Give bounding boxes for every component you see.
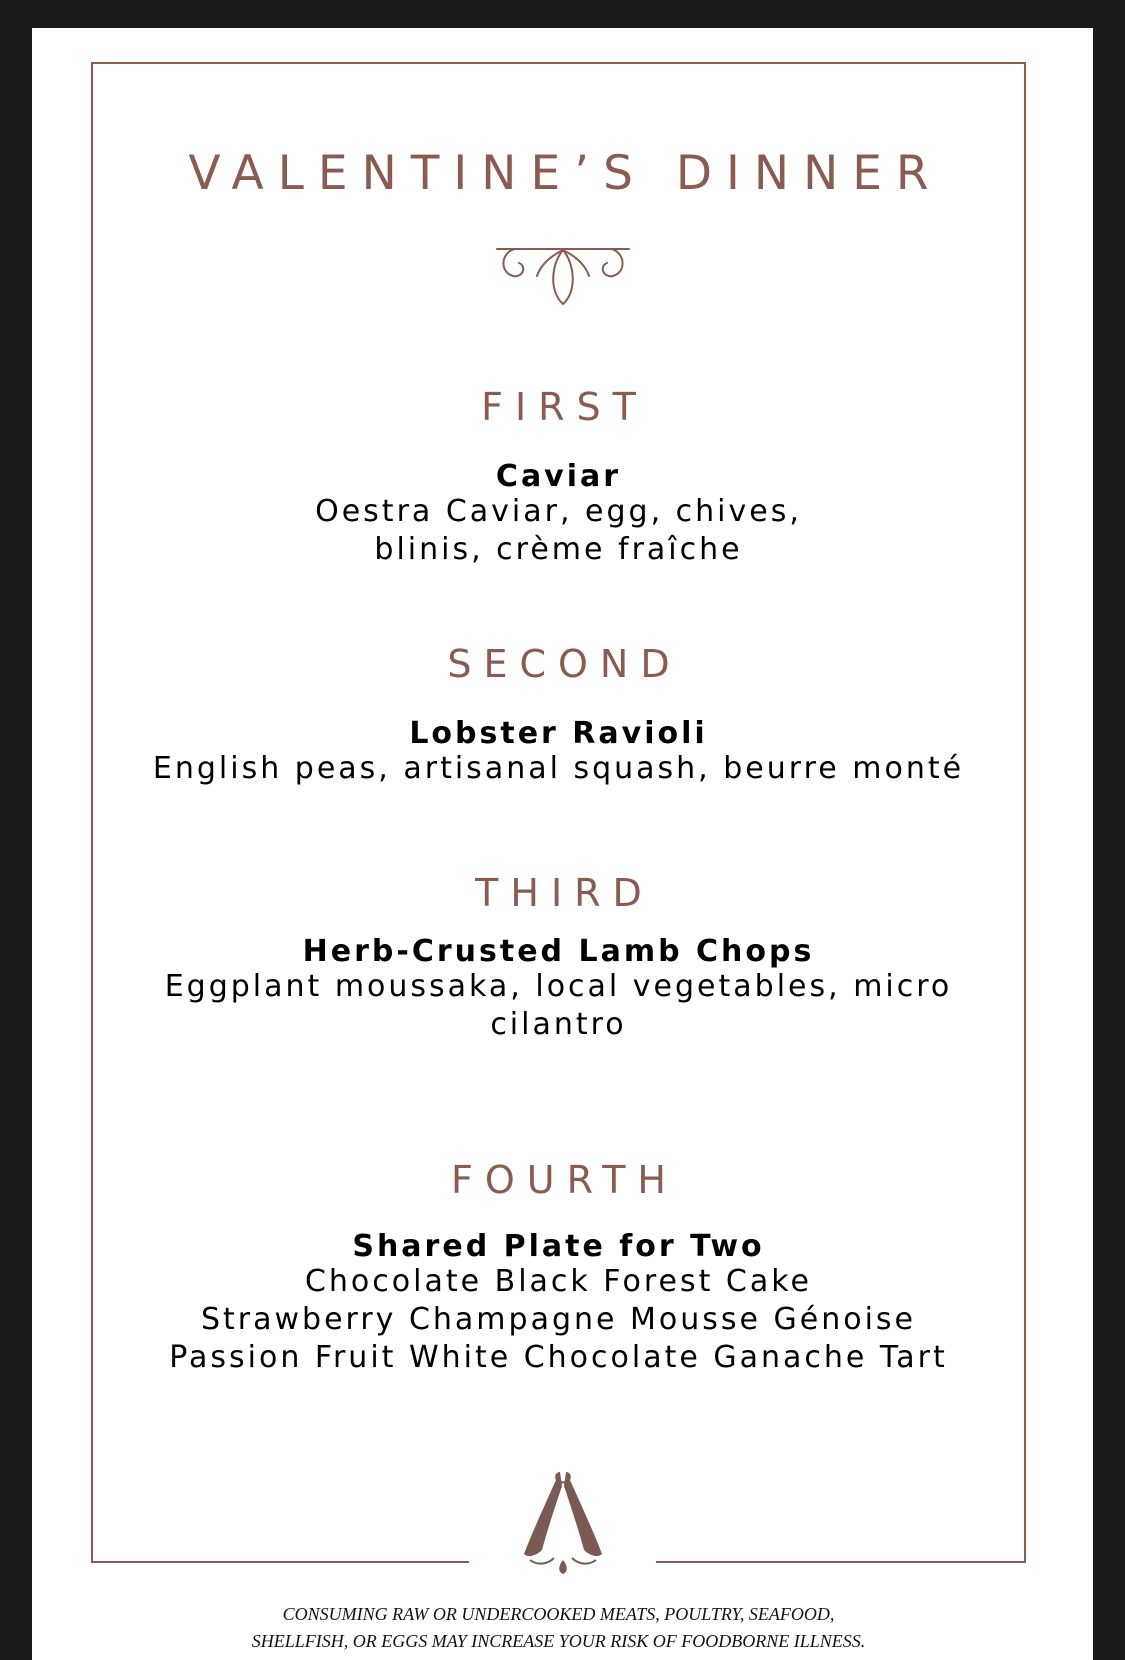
description-line: Strawberry Champagne Mousse Génoise xyxy=(200,1302,917,1337)
dish-description xyxy=(93,968,1024,1044)
description-line: Chocolate Black Forest Cake xyxy=(304,1264,813,1299)
course-heading-fourth: FOURTH xyxy=(450,1158,678,1202)
dish-description xyxy=(93,1263,1024,1377)
dish-name-caviar: Caviar xyxy=(495,459,622,494)
dish-name-shared-plate: Shared Plate for Two xyxy=(352,1229,765,1264)
dish-name-lobster-ravioli: Lobster Ravioli xyxy=(409,716,708,751)
course-heading-first: FIRST xyxy=(481,385,648,429)
frame-border-bottom-right xyxy=(656,1561,1026,1563)
menu-page xyxy=(32,28,1093,1660)
menu-title: VALENTINE’S DINNER xyxy=(188,146,943,201)
disclaimer-line: SHELLFISH, OR EGGS MAY INCREASE YOUR RISK OF FOODBORNE ILLNESS. xyxy=(251,1631,866,1651)
course-heading-second: SECOND xyxy=(447,642,682,686)
frame-border-top xyxy=(91,62,1026,64)
description-line: Oestra Caviar, egg, chives, xyxy=(315,494,802,529)
frame-border-right xyxy=(1024,62,1026,1563)
description-line: cilantro xyxy=(490,1007,627,1042)
dish-description xyxy=(93,750,1024,788)
dish-name-lamb-chops: Herb-Crusted Lamb Chops xyxy=(302,934,815,969)
description-line: Passion Fruit White Chocolate Ganache Tart xyxy=(169,1340,948,1375)
description-line: blinis, crème fraîche xyxy=(374,532,743,567)
twin-figure-logo-icon xyxy=(518,1468,608,1578)
course-heading-third: THIRD xyxy=(475,871,654,915)
flourish-ornament-icon xyxy=(493,246,633,306)
description-line: English peas, artisanal squash, beurre monté xyxy=(152,751,965,786)
food-safety-disclaimer xyxy=(93,1601,1024,1655)
frame-border-bottom-left xyxy=(91,1561,469,1563)
description-line: Eggplant moussaka, local vegetables, micro xyxy=(164,969,953,1004)
disclaimer-line: CONSUMING RAW OR UNDERCOOKED MEATS, POULTRY, SEAFOOD, xyxy=(282,1604,835,1624)
dish-description xyxy=(93,493,1024,569)
